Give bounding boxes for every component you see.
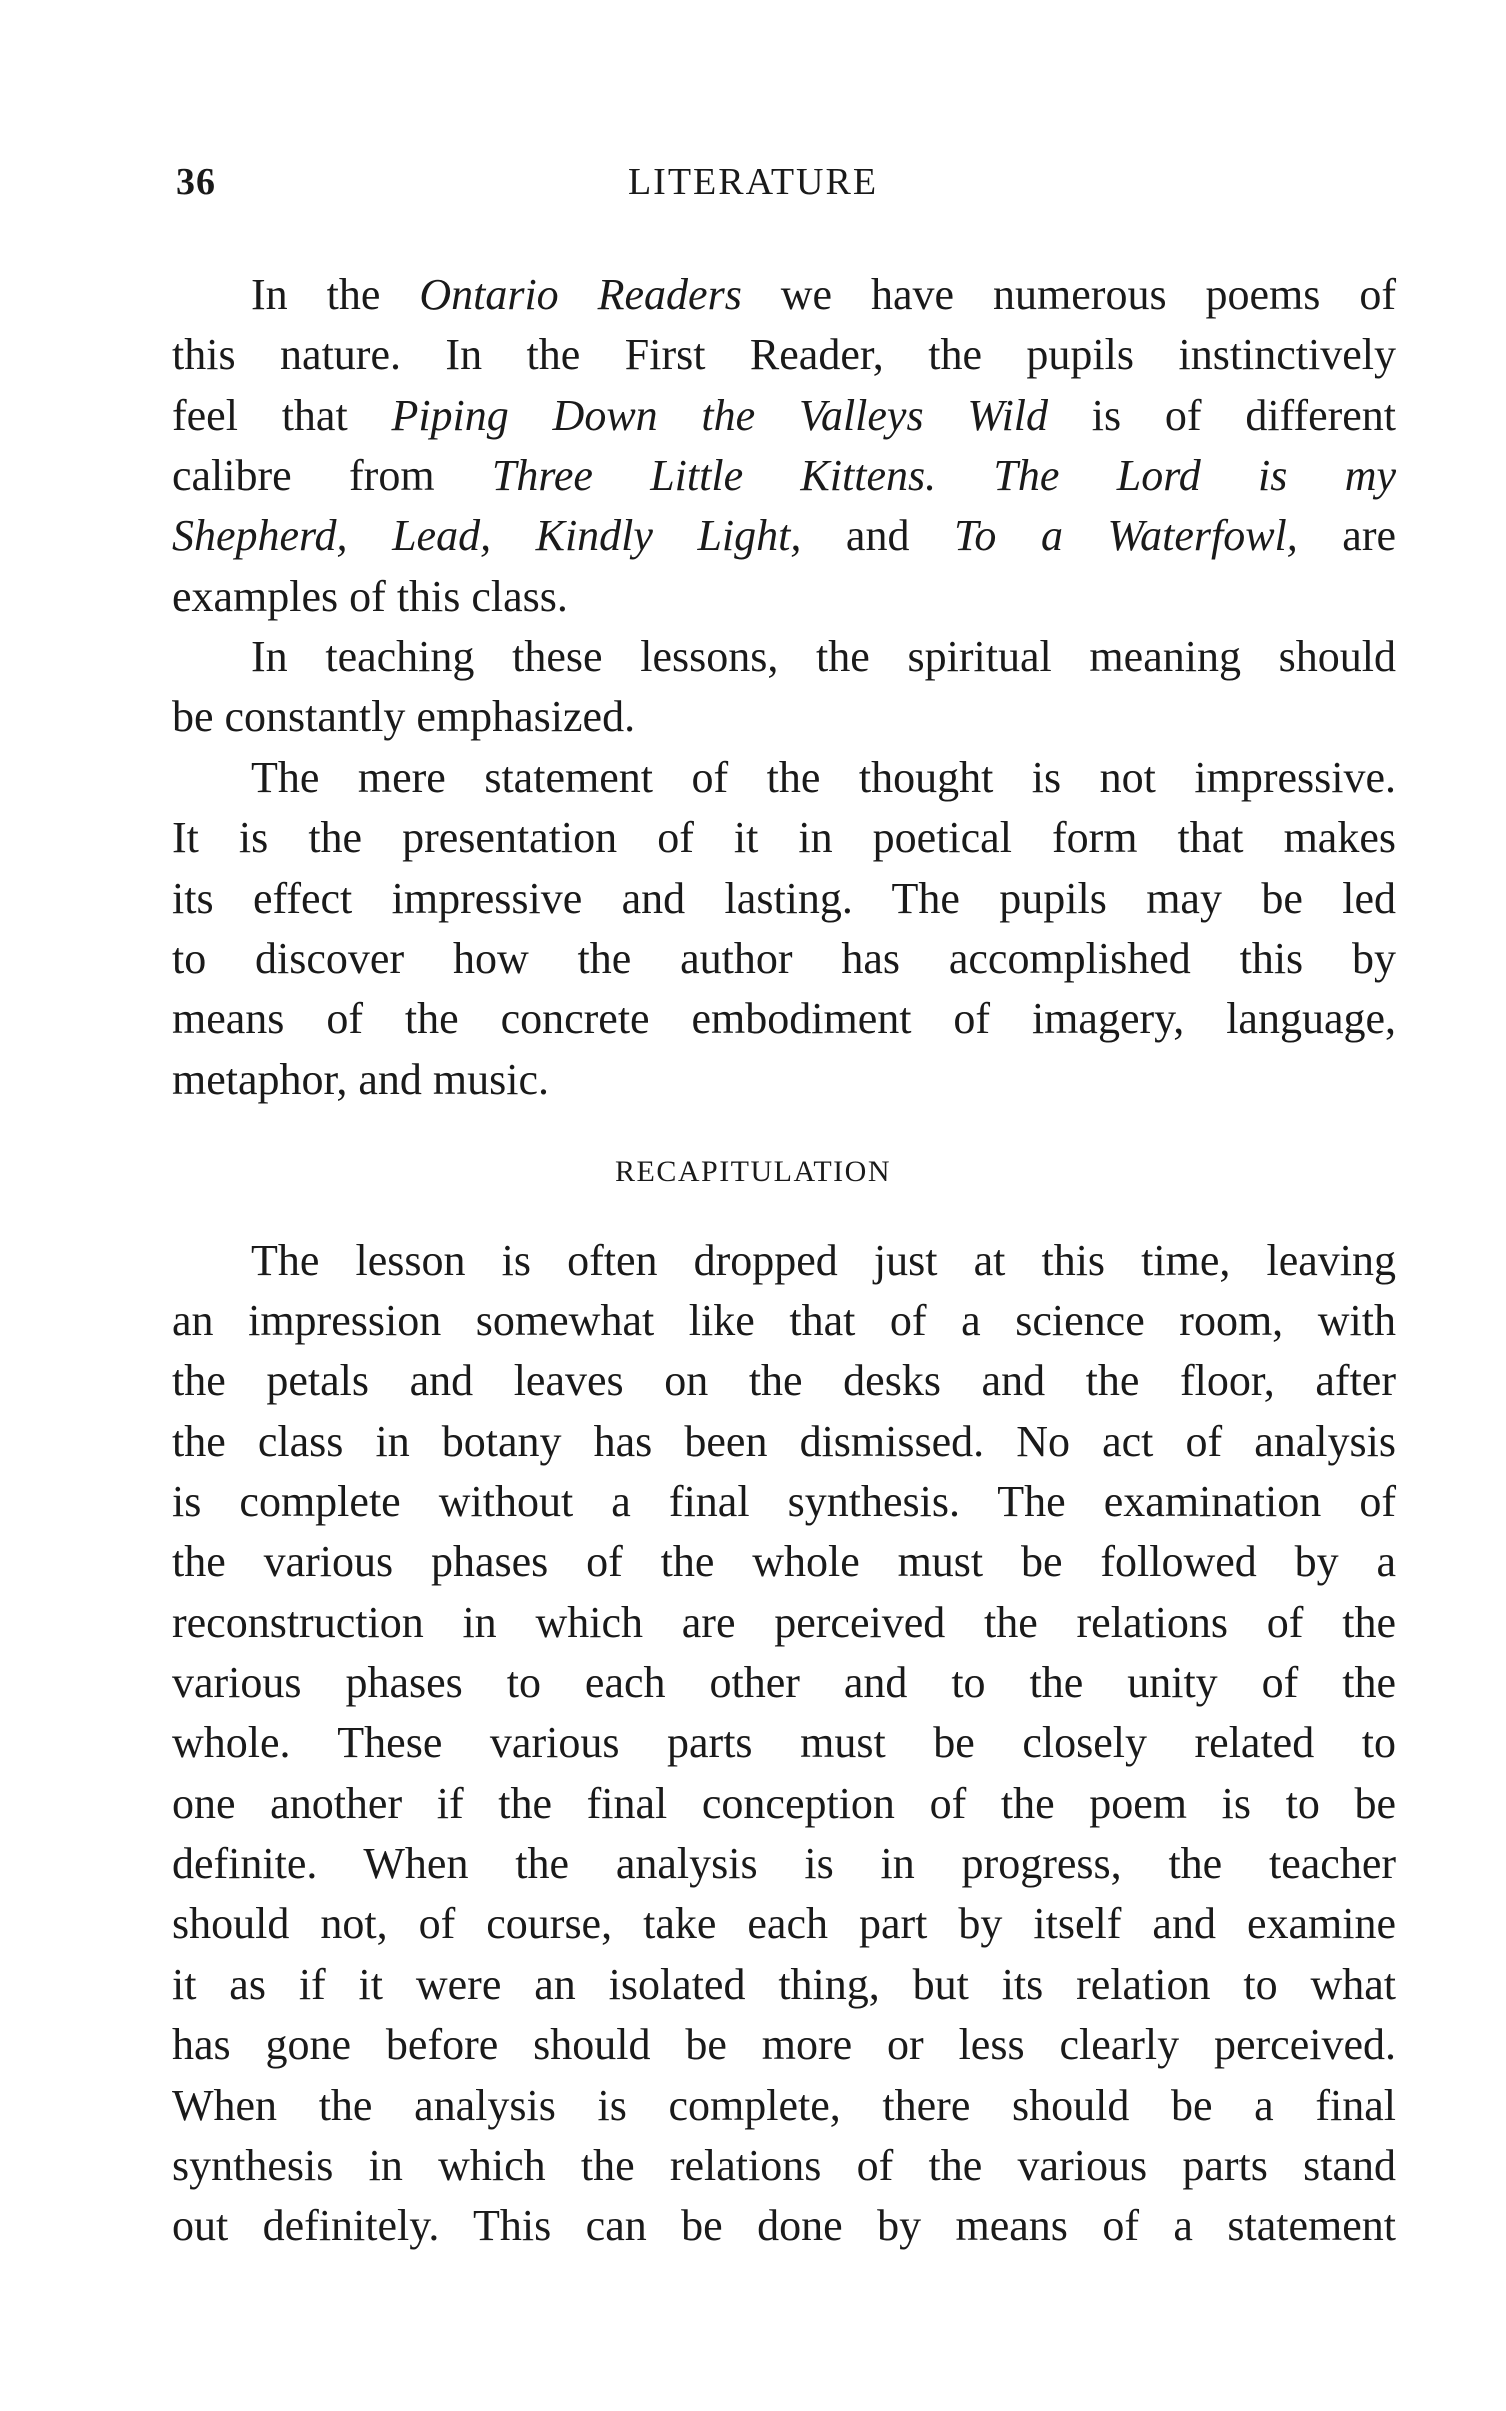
text-line: should not, of course, take each part by itself and examine	[172, 1899, 1396, 1949]
text-line: In the Ontario Readers we have numerous poems of	[251, 270, 1397, 319]
text-line: to discover how the author has accomplished this by	[172, 933, 1396, 983]
text-line: In teaching these lessons, the spiritual meaning should	[251, 632, 1396, 682]
italic-title: Piping Down the Valleys Wild	[391, 390, 1049, 440]
text-line: When the analysis is complete, there should be a final	[172, 2080, 1396, 2130]
text-line: The lesson is often dropped just at this time, leaving	[251, 1235, 1396, 1285]
italic-title: Three Little Kittens.	[491, 451, 937, 501]
section-heading: RECAPITULATION	[615, 1155, 891, 1188]
text-line: feel that Piping Down the Valleys Wild is of different	[172, 390, 1396, 440]
text-line: one another if the final conception of the poem is to be	[172, 1778, 1396, 1828]
text-line: metaphor, and music.	[172, 1054, 550, 1104]
italic-title: To a Waterfowl,	[953, 511, 1298, 561]
text-line: its effect impressive and lasting. The pupils may be led	[172, 873, 1396, 923]
text-line: out definitely. This can be done by means of a statement	[172, 2201, 1396, 2251]
text-line: The mere statement of the thought is not impressive.	[251, 752, 1396, 802]
text-line: calibre from Three Little Kittens. The Lord is my	[172, 451, 1396, 501]
text-line: the petals and leaves on the desks and the floor, after	[172, 1356, 1396, 1406]
text-line: reconstruction in which are perceived the relations of the	[172, 1597, 1396, 1647]
text-line: various phases to each other and to the unity of the	[172, 1658, 1396, 1708]
running-title: LITERATURE	[627, 161, 879, 203]
text-line: it as if it were an isolated thing, but its relation to what	[172, 1959, 1396, 2009]
text-line: means of the concrete embodiment of imagery, language,	[172, 994, 1396, 1044]
text-line: synthesis in which the relations of the various parts stand	[172, 2140, 1396, 2190]
italic-title: Shepherd, Lead, Kindly Light,	[172, 511, 802, 561]
text-line: whole. These various parts must be closely related to	[172, 1718, 1396, 1768]
text-line: the class in botany has been dismissed. No act of analysis	[172, 1416, 1396, 1466]
text-line: definite. When the analysis is in progress, the teacher	[172, 1839, 1396, 1889]
text-line: the various phases of the whole must be followed by a	[172, 1537, 1396, 1587]
text-line: It is the presentation of it in poetical form that makes	[172, 813, 1396, 863]
italic-title: The Lord is my	[993, 451, 1396, 501]
text-line: Shepherd, Lead, Kindly Light, and To a Waterfowl, are	[172, 511, 1397, 561]
text-line: this nature. In the First Reader, the pupils instinctively	[172, 330, 1396, 380]
text-line: has gone before should be more or less clearly perceived.	[172, 2020, 1396, 2070]
italic-title: Ontario Readers	[419, 270, 742, 319]
page-number: 36	[176, 161, 216, 203]
text-line: is complete without a final synthesis. The examination of	[172, 1477, 1396, 1526]
text-line: examples of this class.	[172, 571, 568, 621]
text-line: an impression somewhat like that of a science room, with	[172, 1295, 1396, 1345]
text-line: be constantly emphasized.	[172, 692, 636, 742]
